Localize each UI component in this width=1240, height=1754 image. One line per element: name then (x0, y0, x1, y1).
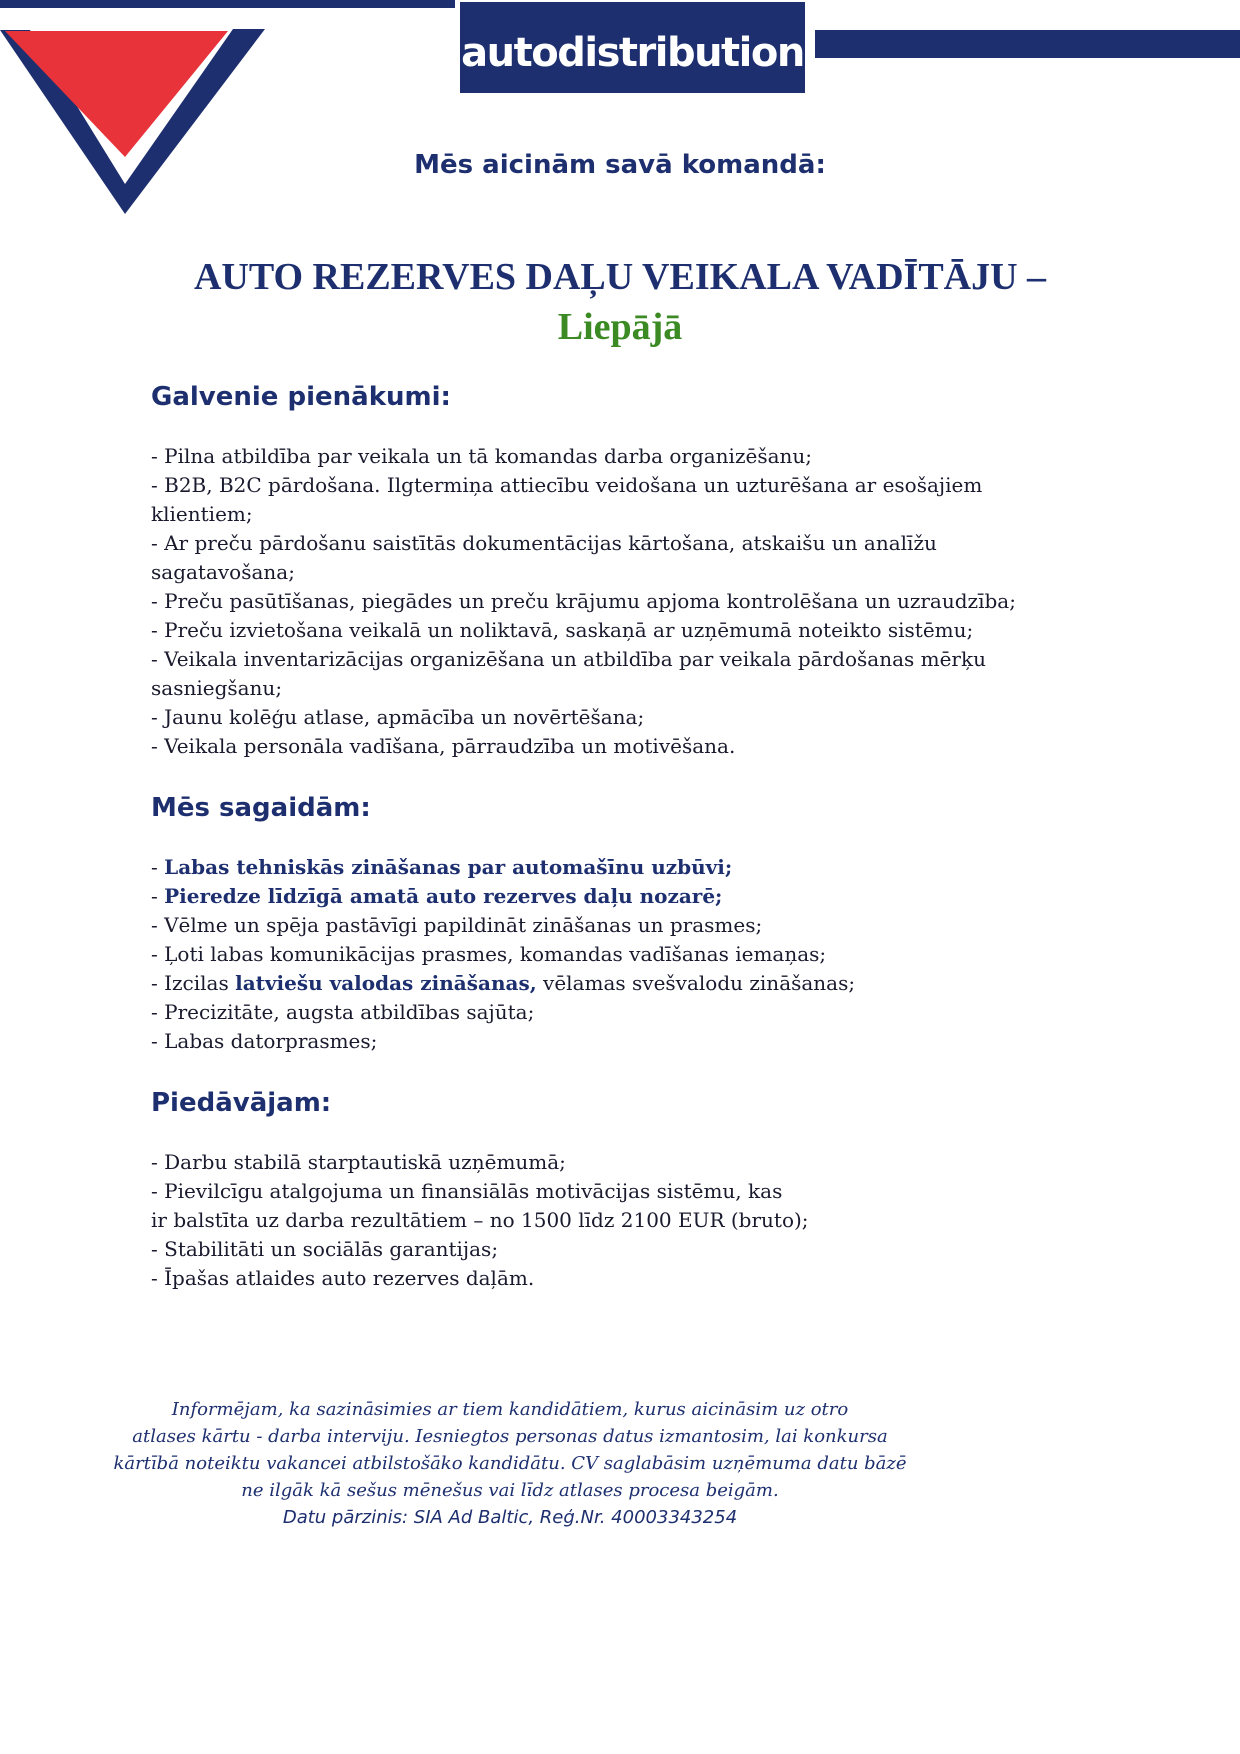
list-item: - Ļoti labas komunikācijas prasmes, komandas vadīšanas iemaņas; (151, 942, 827, 966)
item-bold-text: Labas tehniskās zināšanas par automašīnu uzbūvi; (164, 855, 733, 879)
expectations-heading: Mēs sagaidām: (151, 793, 371, 823)
list-item: - Labas datorprasmes; (151, 1029, 378, 1053)
brand-logo (460, 2, 805, 93)
list-item: - Vēlme un spēja pastāvīgi papildināt zināšanas un prasmes; (151, 913, 763, 937)
responsibilities-list (151, 442, 1071, 761)
offer-heading: Piedāvājam: (151, 1088, 332, 1118)
list-item (151, 969, 1071, 998)
list-item: ir balstīta uz darba rezultātiem – no 1500 līdz 2100 EUR (bruto); (151, 1208, 809, 1232)
notice-line: Informējam, ka sazināsimies ar tiem kandidātiem, kurus aicināsim uz otro (171, 1399, 849, 1420)
list-item: - Precizitāte, augsta atbildības sajūta; (151, 1000, 535, 1024)
list-item (151, 882, 1071, 911)
list-item: - Pilna atbildība par veikala un tā komandas darba organizēšanu; (151, 444, 813, 468)
item-bold-text: Pieredze līdzīgā amatā auto rezerves daļu nozarē; (164, 884, 723, 908)
notice-line: kārtībā noteiktu vakancei atbilstošāko kandidātu. CV saglabāsim uzņēmuma datu bāzē (113, 1453, 907, 1474)
top-left-bar (0, 0, 455, 8)
list-item: - Ar preču pārdošanu saistītās dokumentācijas kārtošana, atskaišu un analīžu sagatavošana; (151, 531, 937, 584)
list-item (151, 853, 1071, 882)
list-item: - Veikala personāla vadīšana, pārraudzība un motivēšana. (151, 734, 736, 758)
job-city: Liepājā (557, 306, 683, 348)
expectations-list (151, 853, 1071, 1056)
item-prefix: - (151, 855, 165, 879)
list-item: - B2B, B2C pārdošana. Ilgtermiņa attiecību veidošana un uzturēšana ar esošajiem klientiem; (151, 473, 983, 526)
list-item: - Jaunu kolēģu atlase, apmācība un novērtēšana; (151, 705, 645, 729)
vacancy-content (151, 380, 1071, 1323)
list-item: - Īpašas atlaides auto rezerves daļām. (151, 1266, 535, 1290)
list-item: - Veikala inventarizācijas organizēšana un atbildība par veikala pārdošanas mērķu sasniegšanu; (151, 647, 986, 700)
job-title-block (0, 252, 1240, 352)
responsibilities-heading: Galvenie pienākumi: (151, 382, 451, 412)
data-controller-line: Datu pārzinis: SIA Ad Baltic, Reģ.Nr. 40003343254 (282, 1507, 738, 1528)
list-item: - Preču izvietošana veikalā un noliktavā, saskaņā ar uzņēmumā noteikto sistēmu; (151, 618, 974, 642)
list-item: - Darbu stabilā starptautiskā uzņēmumā; (151, 1150, 566, 1174)
logo-wordmark: autodistribution (461, 29, 804, 76)
intro-heading: Mēs aicinām savā komandā: (414, 150, 826, 180)
top-right-bar (815, 30, 1240, 58)
list-item: - Preču pasūtīšanas, piegādes un preču krājumu apjoma kontrolēšana un uzraudzība; (151, 589, 1016, 613)
list-item: - Stabilitāti un sociālās garantijas; (151, 1237, 499, 1261)
notice-line: atlases kārtu - darba interviju. Iesniegtos personas datus izmantosim, lai konkursa (132, 1426, 888, 1447)
item-suffix: vēlamas svešvalodu zināšanas; (536, 971, 856, 995)
notice-line: ne ilgāk kā sešus mēnešus vai līdz atlases procesa beigām. (241, 1480, 779, 1501)
list-item: - Pievilcīgu atalgojuma un finansiālās motivācijas sistēmu, kas (151, 1179, 783, 1203)
job-title: AUTO REZERVES DAĻU VEIKALA VADĪTĀJU – (193, 256, 1047, 298)
item-prefix: - Izcilas (151, 971, 236, 995)
privacy-notice (80, 1396, 940, 1531)
item-prefix: - (151, 884, 165, 908)
offer-list (151, 1148, 1071, 1293)
item-bold-text: latviešu valodas zināšanas, (235, 971, 537, 995)
